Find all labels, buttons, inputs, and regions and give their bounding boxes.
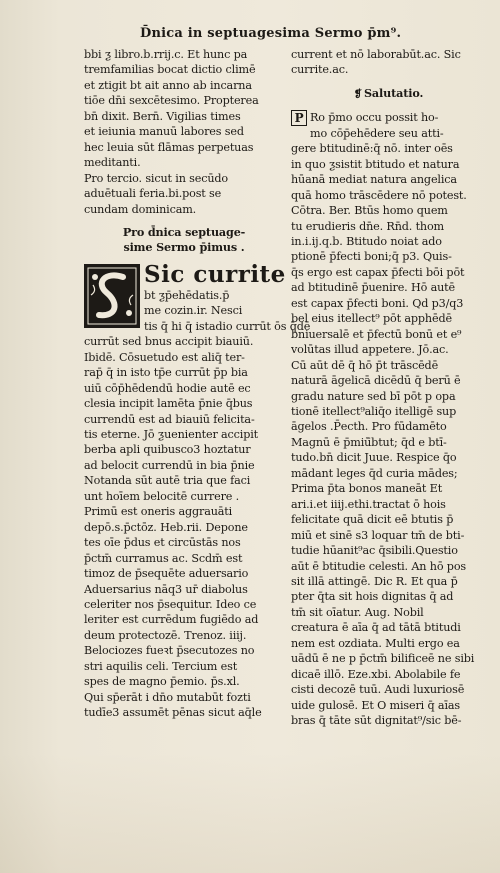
text-line: uide gulosē. Et O miseri q̄ aīas bbox=[291, 698, 460, 712]
text-line: tremfamilias bocat dictio climē bbox=[84, 63, 256, 77]
text-line: tm̄ sit oīatur. Aug. Nobil bbox=[291, 605, 424, 619]
question-paragraph bbox=[291, 110, 486, 728]
text-line: uiū cōp̄hēdendū hodie autē ec bbox=[84, 381, 251, 395]
text-line: currite.ac. bbox=[291, 63, 349, 77]
text-line: bn̄ dixit. Bern̄. Vigilias times bbox=[84, 109, 241, 123]
text-line: āgelos .P̄ecth. Pro fūdamēto bbox=[291, 420, 447, 434]
sermon-heading bbox=[84, 225, 284, 256]
initial-letter: P bbox=[291, 110, 307, 126]
text-line: naturā āgelicā dicēdū q̄ berū ē bbox=[291, 374, 461, 388]
text-line: cundam dominicam. bbox=[84, 202, 197, 216]
text-line: currūt sed bnus accipit biauiū. bbox=[84, 335, 254, 349]
text-line: Cū aūt dē q̄ hō p̄t trāscēdē bbox=[291, 358, 439, 372]
text-line: Notanda sūt autē tria que faci bbox=[84, 474, 251, 488]
text-line: berba apli quibusco3 hoztatur bbox=[84, 443, 251, 457]
text-line: tis q̄ hi q̄ istadio currūt ōs q̄dē bbox=[144, 319, 311, 333]
text-line: Belociozes fueꝛt p̄secutozes no bbox=[84, 644, 255, 658]
text-line: tes oīe p̄dus et circūstās nos bbox=[84, 536, 241, 550]
text-line: bras q̄ tāte sūt dignitat⁹/sic bē- bbox=[291, 714, 462, 728]
text-line: volūtas illud appetere. Jō.ac. bbox=[291, 343, 449, 357]
text-line: dicaē illō. Eze.xbi. Abolabile fe bbox=[291, 667, 461, 681]
text-line: nem est ozdiata. Multi ergo ea bbox=[291, 636, 460, 650]
text-line: clesia incipit lamēta p̄nie q̄bus bbox=[84, 397, 253, 411]
text-line: sime Sermo p̄imus . bbox=[123, 240, 245, 255]
text-line: bbi ƺ libro.b.rrij.c. Et hunc pa bbox=[84, 48, 248, 61]
text-line: hec leuia sūt flāmas perpetuas bbox=[84, 140, 254, 154]
text-line: aūt ē btitudie celesti. An hō pos bbox=[291, 559, 466, 573]
text-line: leriter est currēdum fugiēdo ad bbox=[84, 613, 259, 627]
text-line: creatura ē aīa q̄ ad tātā btitudi bbox=[291, 621, 461, 635]
question-body bbox=[291, 141, 486, 728]
text-line: tionē itellect⁹aliq̄o itelligē sup bbox=[291, 404, 457, 418]
text-line: current et nō laborabūt.ac. Sic bbox=[291, 48, 461, 61]
text-line: quā homo trāscēdere nō potest. bbox=[291, 188, 467, 202]
paragraph-mark-icon: ❡ bbox=[353, 88, 362, 100]
text-line: uādū ē ne p p̄ctm̄ bilificeē ne sibi bbox=[291, 652, 475, 666]
para-tertio bbox=[84, 171, 284, 217]
text-line: ad belocit currendū in bia p̄nie bbox=[84, 458, 255, 472]
text-line: depō.s.p̄ctōz. Heb.rii. Depone bbox=[84, 520, 248, 534]
text-line: et ieiunia manuū labores sed bbox=[84, 125, 244, 139]
right-top-lines bbox=[291, 47, 486, 78]
text-line: Aduersarius nāq3 ur̄ diabolus bbox=[84, 582, 248, 596]
salutatio-heading: ❡ Salutatio. bbox=[353, 85, 424, 100]
text-line: bniuersalē et p̄fectū bonū et e⁹ bbox=[291, 327, 462, 341]
text-line: stri aquilis celi. Tercium est bbox=[84, 659, 238, 673]
running-head: D̄nica in septuagesima Sermo p̄m⁹. bbox=[140, 26, 402, 41]
text-line: felicitate quā dicit eē btutis p̄ bbox=[291, 513, 454, 527]
text-line: bel eius itellect⁹ pōt apphēdē bbox=[291, 312, 452, 326]
text-line: tudie hūanit⁹ac q̄sibili.Questio bbox=[291, 544, 458, 558]
text-line: sit illā attingē. Dic R. Et qua p̄ bbox=[291, 574, 458, 588]
text-line: meditanti. bbox=[84, 156, 141, 170]
text-line: ad btitudinē p̄uenire. Hō autē bbox=[291, 281, 455, 295]
text-line: tis eterne. Jō ƺuenienter accipit bbox=[84, 427, 259, 441]
text-line: rap̄ q̄ in isto tp̄e currūt p̄p bia bbox=[84, 366, 248, 380]
text-line: pter q̄ta sit hois dignitas q̄ ad bbox=[291, 590, 454, 604]
text-line: tiōe dn̄i sexcētesimo. Propterea bbox=[84, 94, 259, 108]
text-line: Magnū ē p̄miū̄btut; q̄d e btī- bbox=[291, 435, 447, 449]
text-line: Cōtra. Ber. Btūs homo quem bbox=[291, 204, 448, 218]
text-line: Pro d̄nica septuage- bbox=[122, 224, 246, 239]
text-line: in quo ƺsistit btitudo et natura bbox=[291, 157, 460, 171]
text-line: Prima p̄ta bonos maneāt Et bbox=[291, 482, 443, 496]
text-line: p̄ctm̄ curramus ac. Scdm̄ est bbox=[84, 551, 243, 565]
text-line: me cozin.ir. Nesci bbox=[144, 304, 243, 318]
woodcut-initial-s-icon bbox=[84, 264, 140, 328]
woodcut-initial-block bbox=[84, 260, 311, 334]
right-column bbox=[291, 47, 486, 728]
text-line: ptionē p̄fecti boni;q̄ p3. Quis- bbox=[291, 250, 452, 264]
text-line: tudīe3 assumēt pēnas sicut aq̄le bbox=[84, 706, 262, 720]
initial-p-lines bbox=[310, 110, 444, 141]
text-line: q̄s ergo est capax p̄fecti bōi pōt bbox=[291, 265, 465, 279]
text-line: mo cōp̄ehēdere seu atti- bbox=[310, 126, 444, 140]
text-line: spes de magno p̄emio. p̄s.xl. bbox=[84, 675, 240, 689]
text-line: tu erudieris dn̄e. Rn̄d. thom bbox=[291, 219, 445, 233]
text-line: Ibidē. Cōsuetudo est aliq̄ ter- bbox=[84, 350, 245, 364]
text-line: ari.i.et iiij.ethi.tractat ō hois bbox=[291, 497, 446, 511]
initial-text: Sic currite bbox=[144, 260, 286, 288]
text-line: celeriter nos p̄sequitur. Ideo ce bbox=[84, 597, 257, 611]
left-column bbox=[84, 47, 311, 721]
text-line: Primū est oneris aggrauāti bbox=[84, 505, 233, 519]
text-line: mādant leges q̄d curia mādes; bbox=[291, 466, 458, 480]
text-line: est capax p̄fecti boni. Qd p3/q3 bbox=[291, 296, 464, 310]
text-line: deum protectozē. Trenoz. iiij. bbox=[84, 628, 247, 642]
text-line: miū et sinē s3 loquar tm̄ de bti- bbox=[291, 528, 465, 542]
text-line: Qui sp̄erāt i dn̄o mutabūt fozti bbox=[84, 690, 251, 704]
text-line: in.i.ij.q.b. Btitudo noiat ado bbox=[291, 234, 442, 248]
paper-stain bbox=[0, 753, 500, 873]
text-line: gradu nature sed bī pōt p opa bbox=[291, 389, 456, 403]
sermon-body bbox=[84, 334, 284, 720]
text-line: aduētuali feria.bi.post se bbox=[84, 187, 222, 201]
text-line: hūanā mediat natura angelica bbox=[291, 173, 457, 187]
text-line: et ztigit bt ait anno ab incarna bbox=[84, 78, 252, 92]
intro-paragraph bbox=[84, 47, 284, 171]
text-line: currendū est ad biauiū felicita- bbox=[84, 412, 255, 426]
text-line: Pro tercio. sicut in secūdo bbox=[84, 171, 228, 185]
text-line: bt ƺp̄ehēdatis.p̄ bbox=[144, 288, 230, 302]
text-line: Ro p̄mo occu possit ho- bbox=[310, 111, 439, 125]
text-line: tudo.bn̄ dicit Juue. Respice q̄o bbox=[291, 451, 457, 465]
text-line: cisti decozē tuū. Audi luxuriosē bbox=[291, 683, 465, 697]
initial-lines bbox=[144, 288, 310, 334]
text-line: timoz de p̄sequēte aduersario bbox=[84, 567, 249, 581]
text-line: gere btitudinē:q̄ nō. inter oēs bbox=[291, 142, 453, 156]
text-line: unt hoīem belocitē currere . bbox=[84, 489, 240, 503]
